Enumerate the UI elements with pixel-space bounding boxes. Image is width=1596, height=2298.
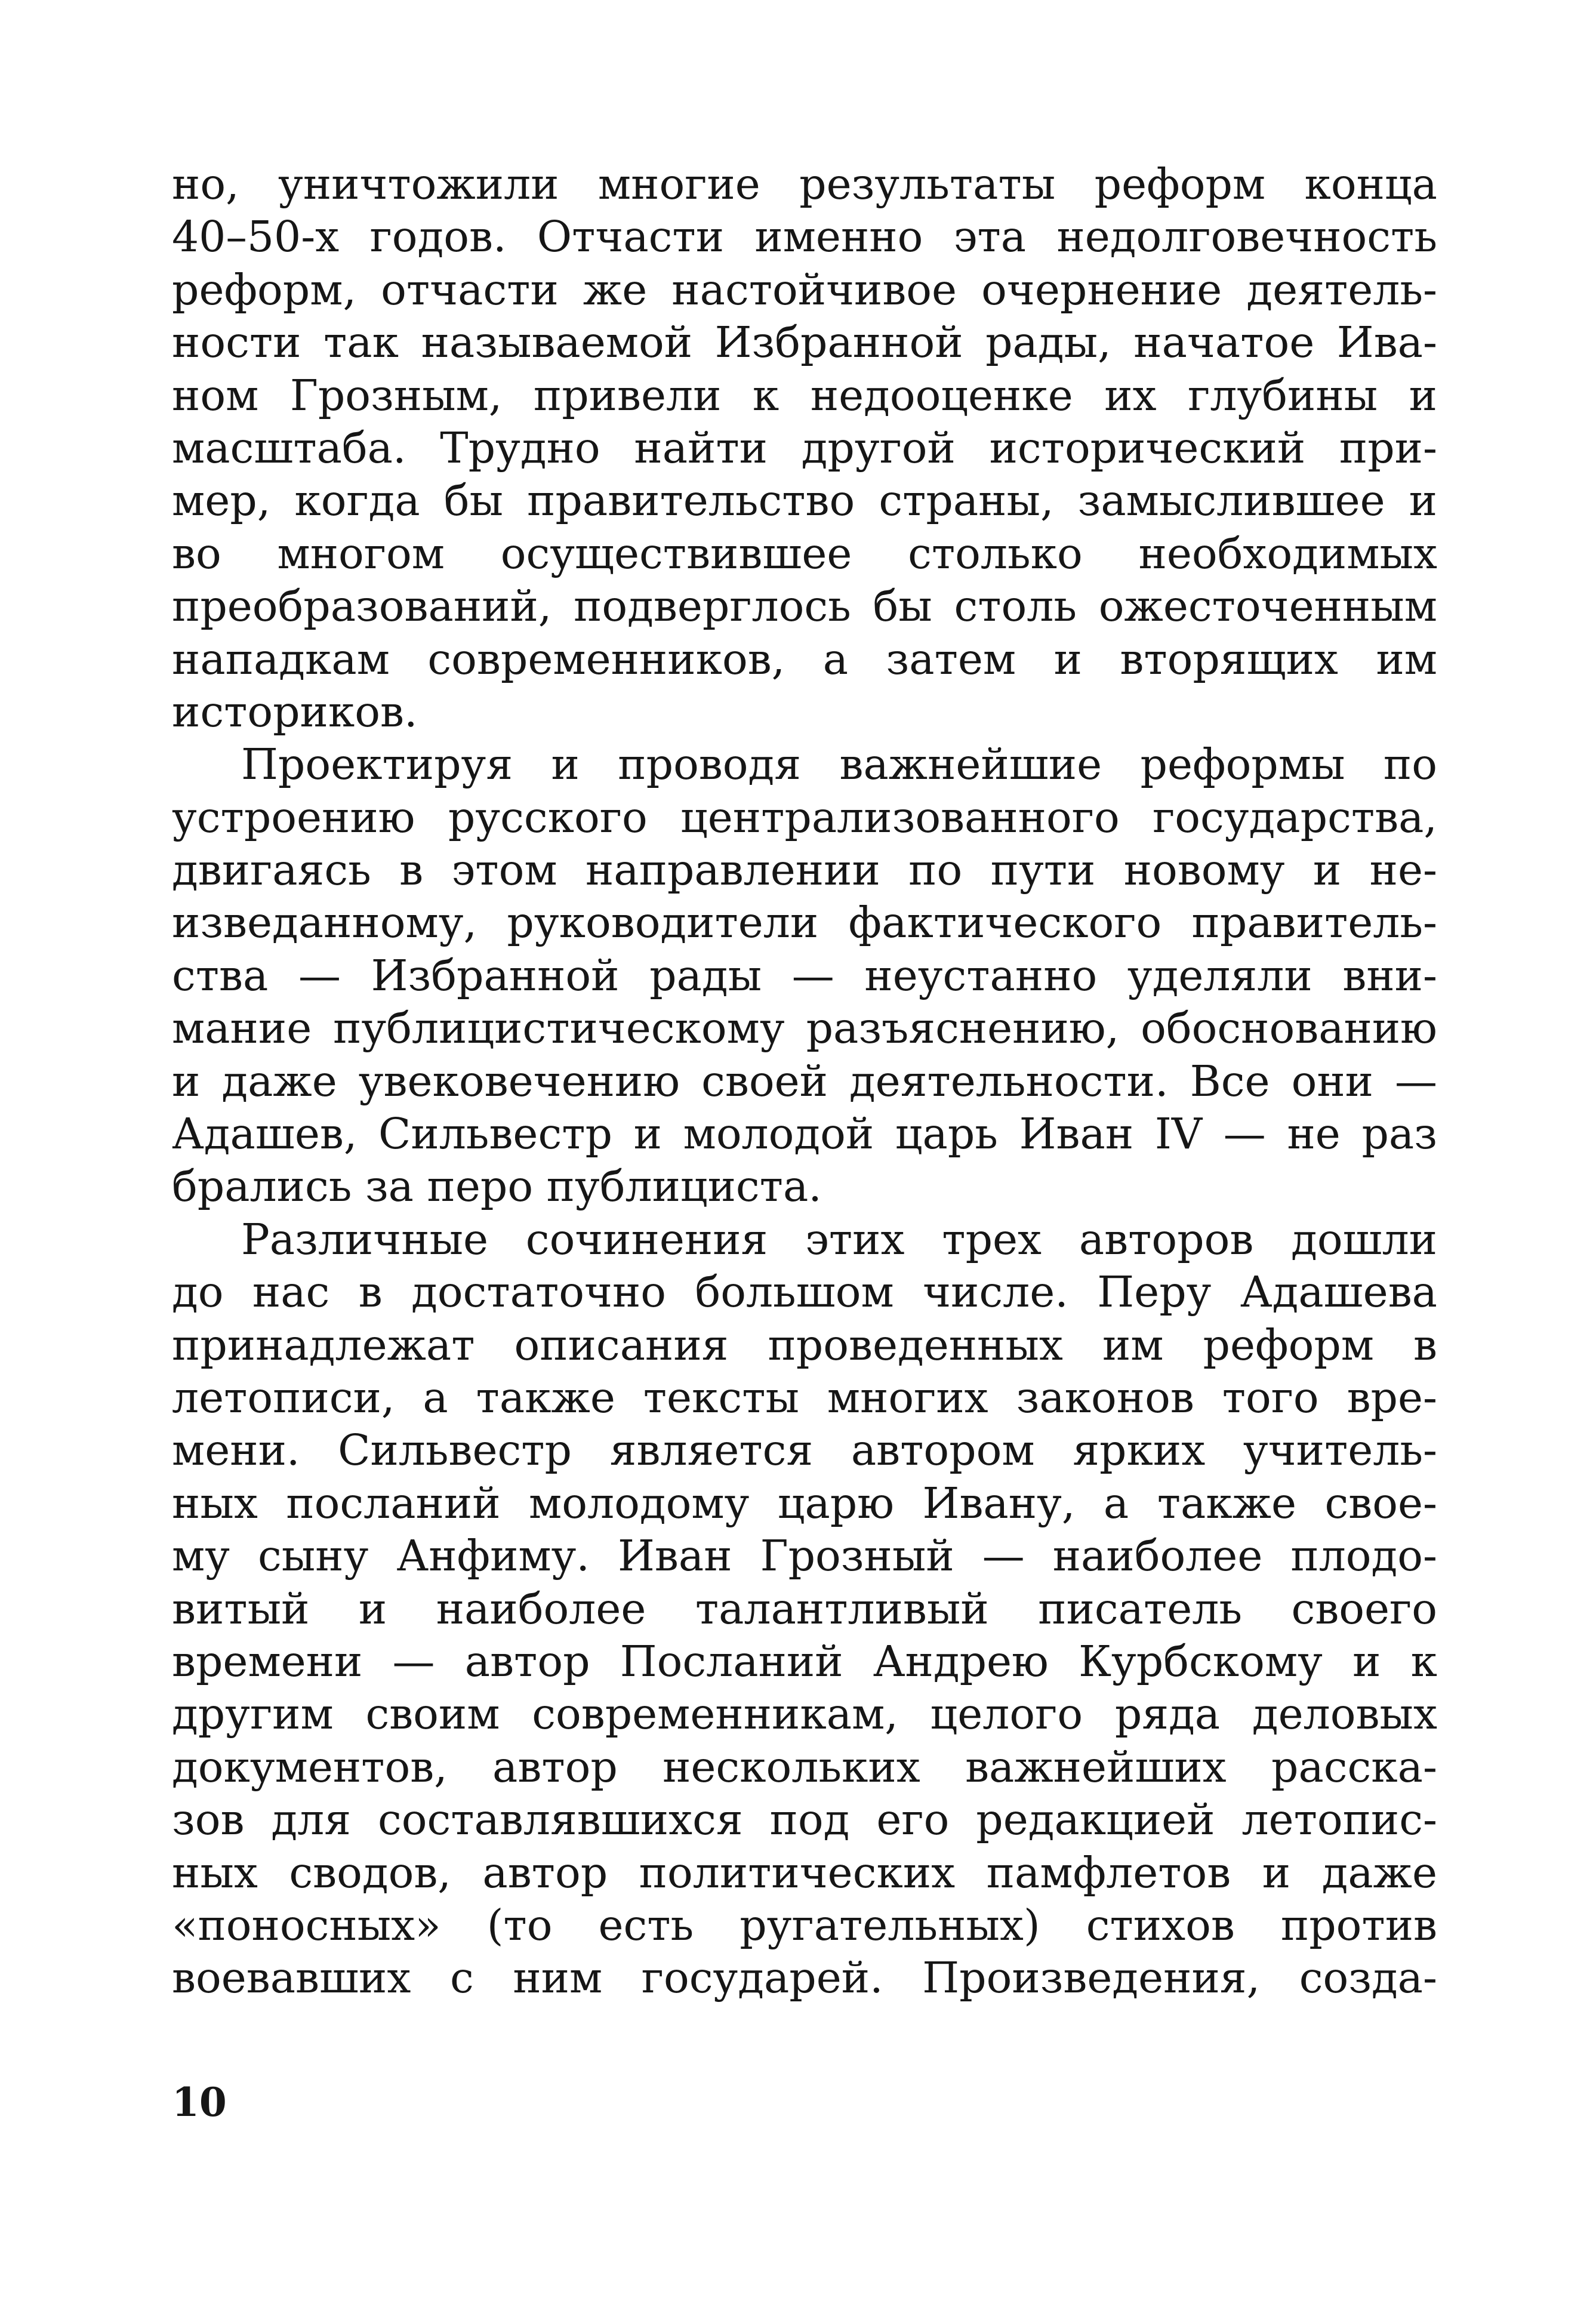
text-line: ства — Избранной рады — неустанно уделяли вни- <box>172 950 1437 1000</box>
text-line: принадлежат описания проведенных им реформ в <box>172 1320 1437 1370</box>
text-line: 40–50-х годов. Отчасти именно эта недолговечность <box>172 212 1437 262</box>
text-line: реформ, отчасти же настойчивое очернение деятель- <box>172 264 1437 315</box>
text-line: и даже увековечению своей деятельности. Все они — <box>172 1056 1437 1106</box>
text-line: ном Грозным, привели к недооценке их глубины и <box>172 370 1437 420</box>
text-line: мание публицистическому разъяснению, обоснованию <box>172 1003 1437 1053</box>
text-line: «поносных» (то есть ругательных) стихов против <box>172 1900 1437 1950</box>
text-line: нападкам современников, а затем и вторящих им <box>172 634 1437 684</box>
text-line: брались за перо публициста. <box>172 1162 822 1212</box>
text-line: витый и наиболее талантливый писатель своего <box>172 1584 1437 1634</box>
text-line: ных посланий молодому царю Ивану, а также свое- <box>172 1478 1437 1528</box>
text-line: до нас в достаточно большом числе. Перу Адашева <box>172 1267 1437 1317</box>
paragraph <box>172 738 1437 1213</box>
text-line: мени. Сильвестр является автором ярких учитель- <box>172 1425 1437 1475</box>
paragraph <box>172 158 1437 738</box>
text-line: устроению русского централизованного государства, <box>172 792 1437 842</box>
paragraph <box>172 1213 1437 2005</box>
text-line: другим своим современникам, целого ряда деловых <box>172 1689 1437 1739</box>
text-line: во многом осуществившее столько необходимых <box>172 528 1437 578</box>
page-number: 10 <box>172 2079 227 2126</box>
text-line: ных сводов, автор политических памфлетов и даже <box>172 1847 1437 1897</box>
text-line: двигаясь в этом направлении по пути новому и не- <box>172 845 1437 895</box>
body-text <box>172 158 1437 2005</box>
text-line: времени — автор Посланий Андрею Курбскому и к <box>172 1636 1437 1686</box>
text-line: Проектируя и проводя важнейшие реформы по <box>241 740 1437 790</box>
text-line: масштаба. Трудно найти другой исторический при- <box>172 423 1437 473</box>
text-line: мер, когда бы правительство страны, замыслившее и <box>172 476 1437 526</box>
text-line: му сыну Анфиму. Иван Грозный — наиболее плодо- <box>172 1531 1437 1581</box>
text-line: Адашев, Сильвестр и молодой царь Иван IV — не раз <box>172 1109 1437 1159</box>
text-line: преобразований, подверглось бы столь ожесточенным <box>172 581 1437 632</box>
text-line: Различные сочинения этих трех авторов дошли <box>241 1214 1437 1264</box>
text-line: воевавших с ним государей. Произведения, созда- <box>172 1953 1437 2003</box>
text-line: ности так называемой Избранной рады, начатое Ива- <box>172 318 1437 368</box>
text-line: зов для составлявшихся под его редакцией летопис- <box>172 1795 1437 1845</box>
text-line: историков. <box>172 686 418 737</box>
text-line: но, уничтожили многие результаты реформ конца <box>172 159 1437 209</box>
text-line: летописи, а также тексты многих законов того вре- <box>172 1372 1437 1422</box>
text-line: документов, автор нескольких важнейших расска- <box>172 1742 1437 1792</box>
text-line: изведанному, руководители фактического правитель- <box>172 898 1437 948</box>
